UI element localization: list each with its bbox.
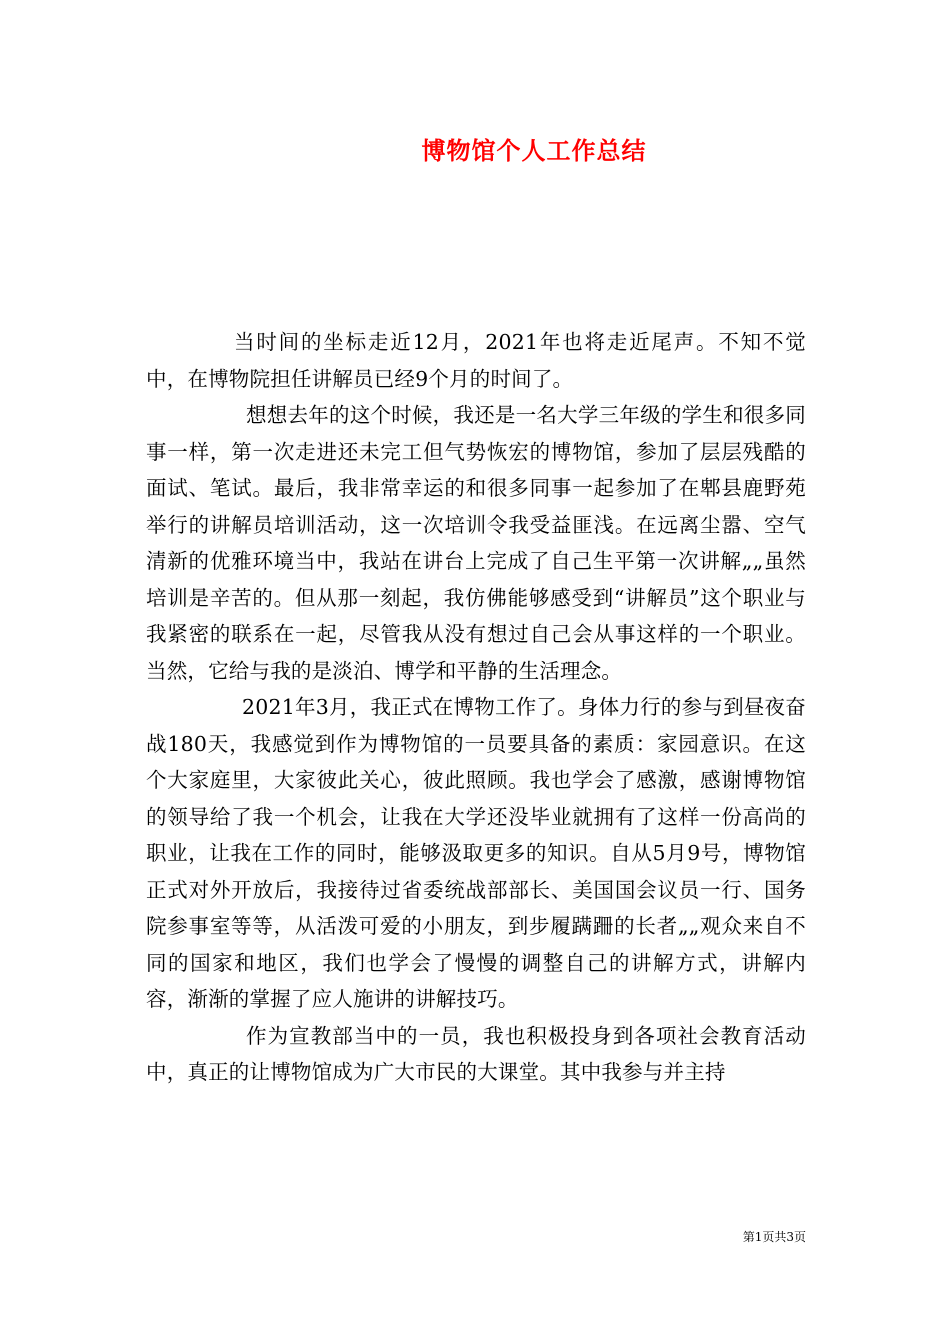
document-title: 博物馆个人工作总结 — [421, 136, 647, 165]
document-body — [146, 324, 806, 1091]
paragraph-1: 当时间的坐标走近12月，2021年也将走近尾声。不知不觉中，在博物院担任讲解员已经9个月的时间了。 — [146, 330, 806, 391]
paragraph-3: 2021年3月，我正式在博物工作了。身体力行的参与到昼夜奋战180天，我感觉到作为博物馆的一员要具备的素质：家园意识。在这个大家庭里，大家彼此关心，彼此照顾。我也学会了感激，感谢博物馆的领导给了我一个机会，让我在大学还没毕业就拥有了这样一份高尚的职业，让我在工作的同时，能够汲取更多的知识。自从5月9号，博物馆正式对外开放后，我接待过省委统战部部长、美国国会议员一行、国务院参事室等等，从活泼可爱的小朋友，到步履蹒跚的长者„„观众来自不同的国家和地区，我们也学会了慢慢的调整自己的讲解方式，讲解内容，渐渐的掌握了应人施讲的讲解技巧。 — [146, 695, 806, 1011]
paragraph-4: 作为宣教部当中的一员，我也积极投身到各项社会教育活动中，真正的让博物馆成为广大市民的大课堂。其中我参与并主持 — [146, 1023, 806, 1084]
page-number-footer: 第1页共3页 — [742, 1230, 806, 1244]
paragraph-2: 想想去年的这个时候，我还是一名大学三年级的学生和很多同事一样，第一次走进还未完工但气势恢宏的博物馆，参加了层层残酷的面试、笔试。最后，我非常幸运的和很多同事一起参加了在郫县鹿野苑举行的讲解员培训活动，这一次培训令我受益匪浅。在远离尘嚣、空气清新的优雅环境当中，我站在讲台上完成了自己生平第一次讲解„„虽然培训是辛苦的。但从那一刻起，我仿佛能够感受到“讲解员”这个职业与我紧密的联系在一起，尽管我从没有想过自己会从事这样的一个职业。当然，它给与我的是淡泊、博学和平静的生活理念。 — [146, 403, 806, 683]
